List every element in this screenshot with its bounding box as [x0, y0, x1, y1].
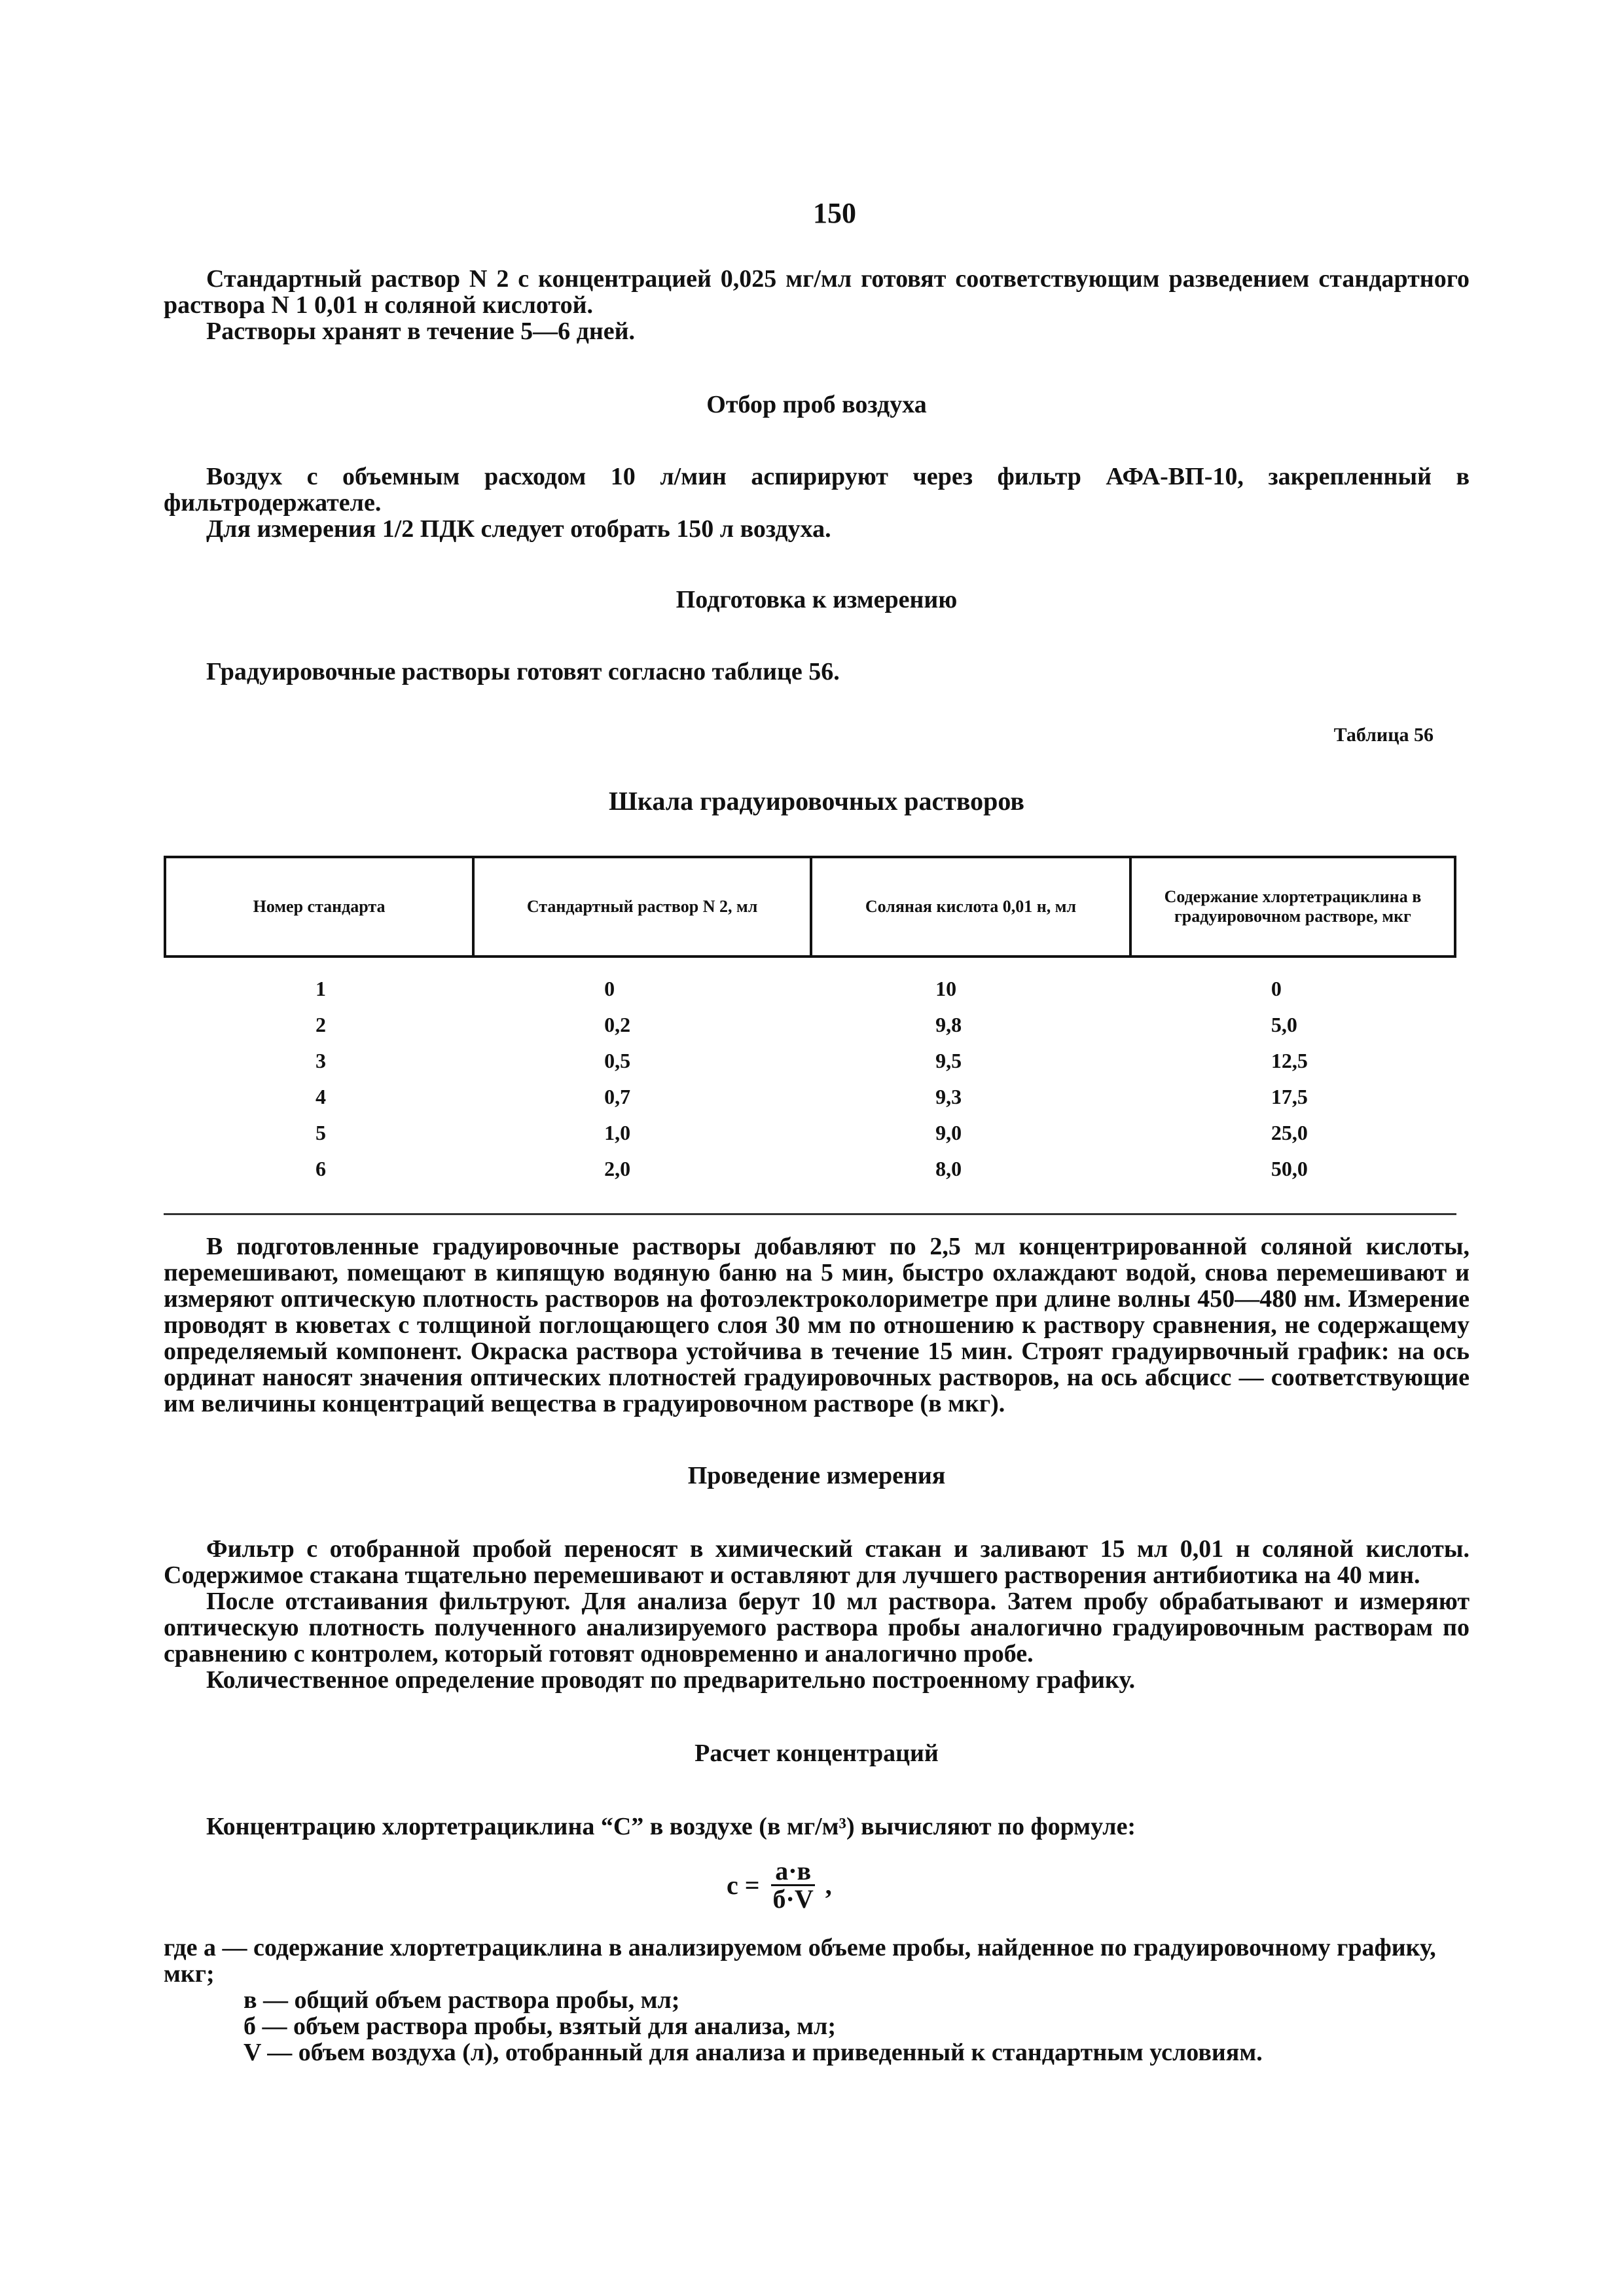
legend-item-b: б — объем раствора пробы, взятый для анализа, мл; — [244, 2013, 836, 2040]
table-cell: 12,5 — [1271, 1049, 1308, 1072]
table-cell: 0 — [1271, 977, 1282, 1000]
formula-numerator: а·в — [771, 1858, 815, 1886]
table-cell: 2 — [316, 1013, 326, 1036]
table-title: Шкала градуировочных растворов — [608, 786, 1025, 816]
section-title-air-sampling: Отбор проб воздуха — [706, 391, 927, 418]
table-cell: 5,0 — [1271, 1013, 1297, 1036]
table-cell: 8,0 — [935, 1157, 962, 1180]
section-title-calculation: Расчет концентраций — [695, 1740, 939, 1767]
preparation-paragraph: Градуировочные растворы готовят согласно таблице 56. — [206, 658, 840, 685]
table-cell: 9,0 — [935, 1121, 962, 1144]
after-table-paragraph: В подготовленные градуировочные растворы добавляют по 2,5 мл концентрированной соляной кислоты, перемешивают, помещают в кипящую водяную баню на 5 мин, быстро охлаждают водой, снова перемешивают и измеряют оптическую плотность растворов на фотоэлектроколориметре при длине волны 450—480 нм. Измерение проводят в кюветах с толщиной поглощающего слоя 30 мм по отношению к раствору сравнения, не содержащему определяемый компонент. Окраска раствора устойчива в течение 15 мин. Строят градуирвочный график: на ось ординат наносят значения оптических плотностей градуировочных растворов, на ось абсцисс — соответствующие им величины концентраций вещества в градуировочном растворе (в мкг). — [164, 1233, 1470, 1417]
table-cell: 9,5 — [935, 1049, 962, 1072]
table-cell: 1 — [316, 977, 326, 1000]
table-row — [165, 1151, 1455, 1187]
formula-fraction — [769, 1858, 818, 1912]
air-sampling-paragraph-2: Для измерения 1/2 ПДК следует отобрать 150 л воздуха. — [206, 515, 831, 543]
air-sampling-paragraph-1: Воздух с объемным расходом 10 л/мин аспирируют через фильтр АФА-ВП-10, закрепленный в фильтродержателе. — [164, 463, 1470, 517]
measurement-paragraph-1: Фильтр с отобранной пробой переносят в химический стакан и заливают 15 мл 0,01 н соляной кислоты. Содержимое стакана тщательно перемешивают и оставляют для лучшего растворения антибиотика на 40 мин. — [164, 1535, 1470, 1589]
table-cell: 5 — [316, 1121, 326, 1144]
intro-paragraph-1: Стандартный раствор N 2 с концентрацией 0,025 мг/мл готовят соответствующим разведением стандартного раствора N 1 0,01 н соляной кислотой. — [164, 265, 1470, 319]
legend-item-a: где а — содержание хлортетрациклина в анализируемом объеме пробы, найденное по градуировочному графику, мкг; — [164, 1934, 1436, 1988]
table-cell: 0,7 — [604, 1085, 631, 1108]
table-cell: 10 — [935, 977, 957, 1000]
formula-lhs: с = — [727, 1870, 760, 1900]
measurement-paragraph-2: После отстаивания фильтруют. Для анализа берут 10 мл раствора. Затем пробу обрабатывают и измеряют оптическую плотность полученного анализируемого раствора пробы аналогично градуировочным растворам по сравнению с контролем, который готовят одновременно и аналогично пробе. — [164, 1588, 1470, 1667]
legend-item-v-lower: в — общий объем раствора пробы, мл; — [244, 1986, 680, 2014]
table-cell: 50,0 — [1271, 1157, 1308, 1180]
header-hydrochloric-acid: Соляная кислота 0,01 н, мл — [811, 857, 1130, 957]
formula-intro: Концентрацию хлортетрациклина “С” в воздухе (в мг/м³) вычисляют по формуле: — [206, 1813, 1136, 1840]
legend-item-v-upper: V — объем воздуха (л), отобранный для анализа и приведенный к стандартным условиям. — [244, 2039, 1263, 2066]
table-row — [165, 1115, 1455, 1151]
table-cell: 0 — [604, 977, 615, 1000]
table-cell: 6 — [316, 1157, 326, 1180]
table-cell: 9,3 — [935, 1085, 962, 1108]
page-number: 150 — [813, 197, 856, 229]
table-cell: 4 — [316, 1085, 326, 1108]
table-cell: 0,5 — [604, 1049, 631, 1072]
measurement-paragraph-3: Количественное определение проводят по предварительно построенному графику. — [206, 1666, 1136, 1694]
table-row — [165, 1007, 1455, 1043]
section-title-measurement: Проведение измерения — [687, 1462, 946, 1489]
table-cell: 17,5 — [1271, 1085, 1308, 1108]
table-bottom-rule — [164, 1213, 1456, 1215]
formula-legend — [164, 1935, 1470, 2066]
formula-suffix: , — [825, 1870, 832, 1900]
formula-denominator: б·V — [772, 1884, 814, 1914]
concentration-formula — [727, 1858, 1470, 1912]
table-cell: 2,0 — [604, 1157, 631, 1180]
table-row — [165, 1079, 1455, 1115]
calibration-table — [164, 856, 1456, 1187]
header-standard-number: Номер стандарта — [165, 857, 473, 957]
table-cell: 3 — [316, 1049, 326, 1072]
table-cell: 0,2 — [604, 1013, 631, 1036]
table-row — [165, 1043, 1455, 1079]
table-label: Таблица 56 — [1333, 724, 1434, 746]
table-cell: 9,8 — [935, 1013, 962, 1036]
intro-paragraph-2: Растворы хранят в течение 5—6 дней. — [206, 318, 635, 345]
header-chlortetracycline-content: Содержание хлортетрациклина в градуировочном растворе, мкг — [1130, 857, 1455, 957]
section-title-preparation: Подготовка к измерению — [676, 586, 958, 613]
table-cell: 25,0 — [1271, 1121, 1308, 1144]
table-cell: 1,0 — [604, 1121, 631, 1144]
table-row — [165, 957, 1455, 1007]
table-header-row — [165, 857, 1455, 957]
document-page — [164, 196, 1470, 2066]
header-standard-solution: Стандартный раствор N 2, мл — [473, 857, 811, 957]
